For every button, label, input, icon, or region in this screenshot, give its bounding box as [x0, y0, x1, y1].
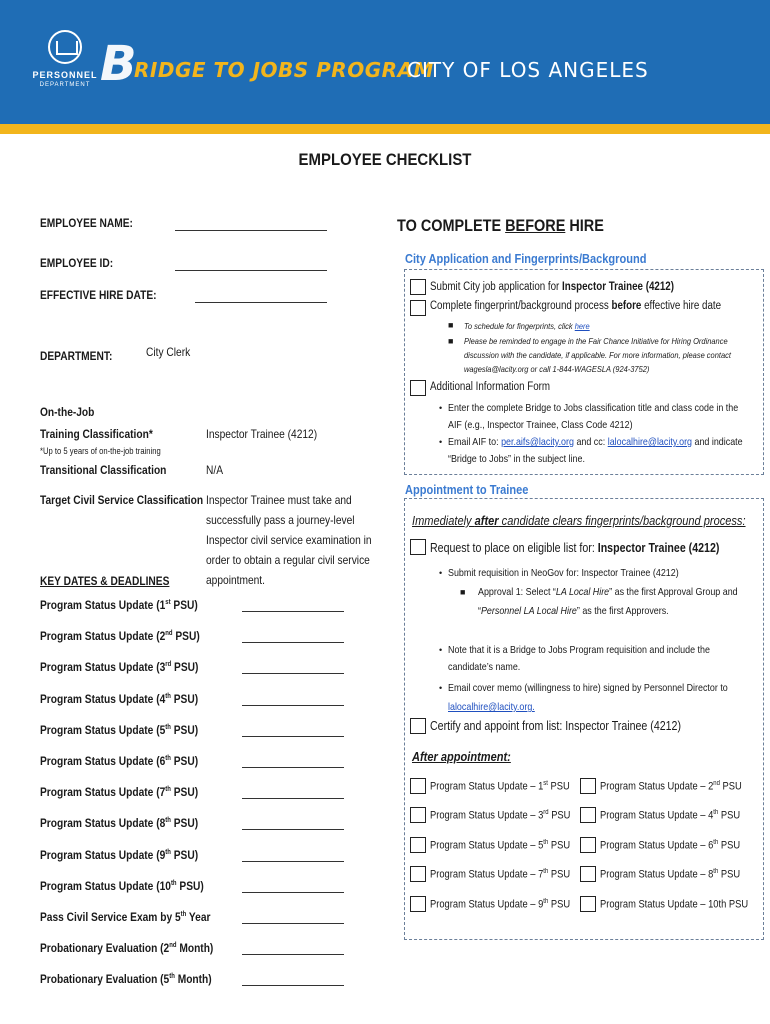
aif-email-link[interactable]: per.aifs@lacity.org	[501, 436, 574, 448]
cover-memo-text: Email cover memo (willingness to hire) signed by Personnel Director to	[448, 682, 728, 694]
employee-name-label: EMPLOYEE NAME:	[40, 216, 133, 230]
program-logo-b: B	[100, 36, 137, 92]
psu-suffix: PSU	[718, 839, 741, 852]
key-date-text: Probationary Evaluation (5	[40, 972, 170, 986]
psu-item-label	[430, 809, 570, 822]
key-date-label	[40, 660, 198, 674]
key-date-text: Probationary Evaluation (2	[40, 941, 170, 955]
key-date-text: Program Status Update (2	[40, 629, 166, 643]
key-date-label	[40, 723, 198, 737]
key-date-suffix: PSU)	[170, 692, 199, 706]
page-title: EMPLOYEE CHECKLIST	[298, 150, 472, 169]
checkbox-psu[interactable]	[580, 866, 596, 882]
logo-text-department: DEPARTMENT	[39, 82, 91, 88]
fair-chance-note: Please be reminded to engage in the Fair Chance Initiative for Hiring Ordinance discussion with the candidate, if applicable. For more information, please contact wagesla@lacity.org or call 1-844-WAGESLA (924-3752)	[464, 336, 731, 374]
key-date-field[interactable]	[242, 829, 344, 830]
item-submit-application-text: Submit City job application for	[430, 281, 563, 293]
bullet-icon: •	[439, 645, 443, 655]
psu-text: Program Status Update – 1	[430, 780, 544, 793]
fingerprint-schedule-note-text: To schedule for fingerprints, click	[464, 321, 575, 331]
target-label: Target Civil Service Classification	[40, 493, 204, 507]
ojt-label-line1: On-the-Job	[40, 405, 95, 419]
key-date-label	[40, 785, 198, 799]
bullet-icon: •	[439, 568, 443, 578]
city-title: CITY OF LOS ANGELES	[407, 58, 649, 82]
key-dates-heading: KEY DATES & DEADLINES	[40, 574, 170, 588]
psu-suffix: PSU	[719, 780, 742, 793]
psu-ordinal: rd	[543, 809, 549, 816]
key-date-suffix: PSU)	[170, 598, 198, 612]
key-date-label	[40, 598, 198, 612]
psu-ordinal: th	[713, 809, 719, 816]
psu-text: Program Status Update – 9	[430, 898, 544, 911]
key-date-ordinal: th	[170, 880, 177, 887]
key-date-ordinal: th	[165, 755, 171, 762]
bullet-icon: •	[439, 683, 443, 693]
checkbox-psu[interactable]	[410, 778, 426, 794]
ojt-label-line2: Training Classification*	[40, 427, 153, 441]
department-value: City Clerk	[146, 345, 191, 359]
psu-item-label	[600, 839, 740, 852]
psu-text: Program Status Update – 4	[600, 809, 714, 822]
employee-id-label: EMPLOYEE ID:	[40, 256, 114, 270]
psu-text: Program Status Update – 6	[600, 839, 714, 852]
ojt-note: *Up to 5 years of on-the-job training	[40, 446, 161, 456]
key-date-ordinal: th	[165, 693, 171, 700]
psu-text: Program Status Update – 7	[430, 868, 544, 881]
psu-suffix: PSU	[718, 809, 741, 822]
before-hire-heading	[397, 216, 604, 236]
aif-instruction: Enter the complete Bridge to Jobs classification title and class code in the AIF (e.g., Inspector Trainee, Class Code 4212)	[448, 402, 739, 431]
employee-name-field[interactable]	[175, 230, 327, 231]
item-eligible-list-text: Request to place on eligible list for:	[430, 541, 598, 555]
item-fingerprint	[430, 300, 721, 312]
approval-1-instruction	[478, 584, 759, 601]
key-date-field[interactable]	[242, 611, 344, 612]
approval-1-pre: Approval 1: Select “	[478, 586, 556, 598]
psu-item-label	[600, 898, 748, 911]
psu-text: Program Status Update – 2	[600, 780, 714, 793]
item-eligible-list	[430, 541, 719, 555]
personnel-department-logo	[30, 30, 100, 100]
psu-ordinal: th	[713, 868, 719, 875]
psu-item-label	[430, 868, 570, 881]
key-date-text: Program Status Update (3	[40, 660, 166, 674]
item-additional-info: Additional Information Form	[430, 381, 551, 393]
key-date-label	[40, 848, 198, 862]
key-date-field[interactable]	[242, 985, 344, 986]
target-value: Inspector Trainee must take and successfully pass a journey-level Inspector civil service examination in order to obtain a regular civil service appointment.	[206, 493, 372, 587]
city-hall-icon	[48, 30, 82, 64]
key-date-ordinal: th	[165, 724, 171, 731]
checkbox-psu[interactable]	[580, 807, 596, 823]
key-date-field[interactable]	[242, 954, 344, 955]
key-date-field[interactable]	[242, 673, 344, 674]
cover-memo-email	[448, 699, 535, 716]
checkbox-fingerprint[interactable]	[410, 300, 426, 316]
key-date-suffix: PSU)	[176, 879, 204, 893]
psu-item-label	[600, 809, 740, 822]
key-date-suffix: PSU)	[170, 723, 199, 737]
aif-email-cc: and cc:	[573, 436, 608, 448]
localhire-email-link[interactable]: lalocalhire@lacity.org	[607, 436, 693, 448]
psu-text: Program Status Update – 8	[600, 868, 714, 881]
bullet-icon: ■	[448, 320, 454, 330]
psu-suffix: PSU	[548, 839, 571, 852]
checkbox-certify-appoint[interactable]	[410, 718, 426, 734]
bullet-icon: ■	[448, 336, 454, 346]
immediately-text: Immediately	[412, 513, 475, 528]
key-date-suffix: PSU)	[172, 629, 200, 643]
key-date-text: Program Status Update (6	[40, 754, 166, 768]
key-date-ordinal: th	[165, 849, 171, 856]
key-date-suffix: Year	[186, 910, 211, 924]
checkbox-additional-info[interactable]	[410, 380, 426, 396]
key-date-ordinal: th	[180, 911, 187, 918]
before-hire-heading-underlined: BEFORE	[505, 216, 566, 235]
key-date-label	[40, 941, 213, 955]
checkbox-eligible-list[interactable]	[410, 539, 426, 555]
item-certify-appoint: Certify and appoint from list: Inspector Trainee (4212)	[430, 719, 682, 733]
header-stripe	[0, 124, 770, 134]
bullet-icon: ■	[460, 587, 466, 597]
key-date-label	[40, 879, 204, 893]
psu-item-label	[600, 780, 742, 793]
aif-email-subject-text: and indicate “Bridge to Jobs” in the subject line.	[448, 436, 743, 465]
approval-1-post: ” as the first Approval Group and	[609, 586, 738, 598]
after-appointment-heading: After appointment:	[412, 749, 511, 764]
fingerprints-section-title: City Application and Fingerprints/Background	[405, 251, 650, 266]
after-bold-text: after	[474, 513, 499, 528]
psu-ordinal: st	[543, 780, 548, 787]
psu-text: Program Status Update – 5	[430, 839, 544, 852]
key-date-text: Program Status Update (1	[40, 598, 166, 612]
approvers-name: Personnel LA Local Hire	[480, 605, 577, 617]
logo-text-personnel: PERSONNEL	[32, 70, 98, 80]
psu-item-label	[430, 898, 570, 911]
clears-text: candidate clears fingerprints/background process:	[498, 513, 746, 528]
key-date-text: Program Status Update (8	[40, 816, 166, 830]
approvers-pre: “	[478, 605, 481, 617]
approval-1-group: LA Local Hire	[555, 586, 610, 598]
checkbox-psu[interactable]	[410, 807, 426, 823]
psu-item-label	[430, 780, 570, 793]
key-date-suffix: Month)	[176, 941, 214, 955]
psu-item-label	[430, 839, 570, 852]
key-date-suffix: PSU)	[170, 848, 199, 862]
checkbox-psu[interactable]	[580, 896, 596, 912]
requisition-note: Note that it is a Bridge to Jobs Program requisition and include the candidate’s name.	[448, 644, 710, 673]
key-date-suffix: Month)	[174, 972, 212, 986]
key-date-text: Program Status Update (10	[40, 879, 171, 893]
ojt-value: Inspector Trainee (4212)	[206, 427, 318, 441]
key-date-ordinal: nd	[165, 630, 173, 637]
psu-ordinal: th	[543, 898, 549, 905]
key-date-suffix: PSU)	[171, 660, 199, 674]
before-hire-heading-post: HIRE	[565, 216, 604, 235]
key-date-label	[40, 629, 200, 643]
key-date-suffix: PSU)	[170, 754, 199, 768]
item-fingerprint-text: Complete fingerprint/background process	[430, 300, 612, 312]
transitional-value: N/A	[206, 463, 224, 477]
key-date-ordinal: st	[165, 599, 171, 606]
key-date-field[interactable]	[242, 892, 344, 893]
key-date-text: Program Status Update (7	[40, 785, 166, 799]
key-date-field[interactable]	[242, 861, 344, 862]
checkbox-psu[interactable]	[580, 837, 596, 853]
bullet-icon: •	[439, 437, 443, 447]
psu-suffix: PSU	[547, 780, 570, 793]
key-date-text: Program Status Update (4	[40, 692, 166, 706]
approvers-post: ” as the first Approvers.	[576, 605, 669, 617]
key-date-field[interactable]	[242, 767, 344, 768]
transitional-label: Transitional Classification	[40, 463, 167, 477]
fingerprint-schedule-link[interactable]: here	[574, 321, 590, 331]
checkbox-submit-application[interactable]	[410, 279, 426, 295]
key-date-field[interactable]	[242, 798, 344, 799]
fingerprint-schedule-note	[464, 319, 746, 333]
key-date-ordinal: th	[165, 817, 171, 824]
before-hire-heading-pre: TO COMPLETE	[397, 216, 506, 235]
checkbox-psu[interactable]	[580, 778, 596, 794]
hire-date-label: EFFECTIVE HIRE DATE:	[40, 288, 157, 302]
item-fingerprint-bold: before	[611, 300, 642, 312]
hire-date-field[interactable]	[195, 302, 327, 303]
neogov-requisition: Submit requisition in NeoGov for: Inspector Trainee (4212)	[448, 567, 679, 579]
psu-item-label	[600, 868, 740, 881]
key-date-label	[40, 754, 198, 768]
item-fingerprint-post: effective hire date	[641, 300, 722, 312]
key-date-ordinal: th	[169, 973, 175, 980]
key-date-text: Program Status Update (9	[40, 848, 166, 862]
psu-suffix: PSU	[548, 809, 571, 822]
checkbox-psu[interactable]	[410, 896, 426, 912]
psu-ordinal: th	[713, 839, 719, 846]
item-eligible-list-class: Inspector Trainee (4212)	[597, 541, 720, 555]
approvers-instruction	[478, 603, 759, 620]
psu-text: Program Status Update – 10th PSU	[600, 898, 749, 911]
key-date-field[interactable]	[242, 642, 344, 643]
key-date-label	[40, 972, 212, 986]
key-date-field[interactable]	[242, 736, 344, 737]
aif-email-instruction	[448, 434, 750, 468]
psu-text: Program Status Update – 3	[430, 809, 544, 822]
key-date-suffix: PSU)	[170, 816, 199, 830]
checkbox-psu[interactable]	[410, 866, 426, 882]
key-date-text: Program Status Update (5	[40, 723, 166, 737]
department-label: DEPARTMENT:	[40, 349, 113, 363]
key-date-label	[40, 910, 210, 924]
key-date-label	[40, 816, 198, 830]
checkbox-psu[interactable]	[410, 837, 426, 853]
key-date-ordinal: nd	[169, 942, 177, 949]
employee-id-field[interactable]	[175, 270, 327, 271]
key-date-ordinal: th	[165, 786, 171, 793]
psu-ordinal: nd	[713, 780, 720, 787]
key-date-field[interactable]	[242, 705, 344, 706]
psu-ordinal: th	[543, 839, 549, 846]
item-submit-application-class: Inspector Trainee (4212)	[562, 281, 674, 293]
psu-suffix: PSU	[548, 898, 571, 911]
cover-memo-instruction	[448, 680, 754, 697]
immediately-after-heading	[412, 513, 746, 528]
appointment-section-title: Appointment to Trainee	[405, 482, 532, 497]
program-title: RIDGE TO JOBS PROGRAM	[134, 58, 434, 82]
psu-ordinal: th	[543, 868, 549, 875]
item-submit-application	[430, 281, 674, 293]
psu-suffix: PSU	[718, 868, 741, 881]
key-date-ordinal: rd	[165, 661, 172, 668]
psu-suffix: PSU	[548, 868, 571, 881]
key-date-suffix: PSU)	[170, 785, 199, 799]
localhire-email-link-2[interactable]: lalocalhire@lacity.org.	[448, 701, 535, 713]
aif-email-text: Email AIF to:	[448, 436, 502, 448]
bullet-icon: •	[439, 403, 443, 413]
key-date-label	[40, 692, 198, 706]
key-date-text: Pass Civil Service Exam by 5	[40, 910, 181, 924]
key-date-field[interactable]	[242, 923, 344, 924]
